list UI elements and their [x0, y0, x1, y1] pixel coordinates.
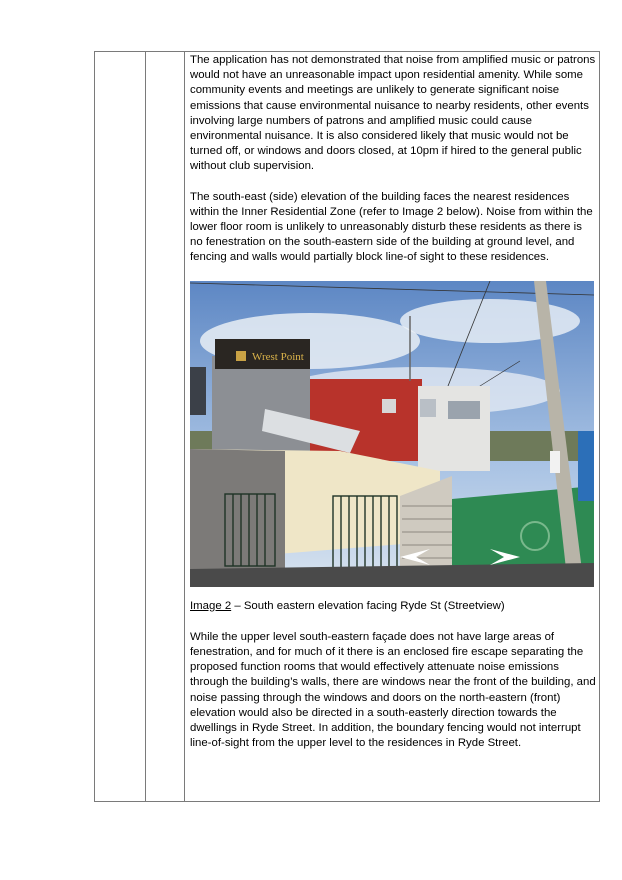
caption-label: Image 2 — [190, 599, 232, 612]
image-caption — [190, 599, 596, 614]
streetview-photo — [190, 281, 594, 587]
content-cell — [190, 53, 596, 766]
sign-text: Wrest Point — [252, 350, 304, 363]
column-divider — [184, 52, 185, 801]
paragraph-noise-impact: The application has not demonstrated that noise from amplified music or patrons would not have an unreasonable impact upon residential amenity. While some community events and meetings are unlikely to generate significant noise emissions that cause environmental nuisance to nearby residents, other events involving large numbers of patrons and amplified music could cause environmental nuisance. It is also considered likely that music would not be turned off, or windows and doors closed, at 10pm if hired to the general public without club supervision. — [190, 54, 596, 173]
column-divider — [145, 52, 146, 801]
caption-text: – South eastern elevation facing Ryde St (Streetview) — [231, 599, 505, 612]
document-table — [94, 51, 600, 802]
paragraph-upper-level: While the upper level south-eastern façade does not have large areas of fenestration, and for much of it there is an enclosed fire escape separating the proposed function rooms that would effectively attenuate noise emissions through the building’s walls, there are windows near the front of the building, and noise passing through the windows and doors on the north-eastern (front) elevation would also be directed in a south-easterly direction towards the dwellings in Ryde Street. In addition, the boundary fencing would not interrupt line-of-sight from the upper level to the residences in Ryde Street. — [190, 630, 596, 750]
paragraph-south-east-elevation: The south-east (side) elevation of the building faces the nearest residences within the Inner Residential Zone (refer to Image 2 below). Noise from within the lower floor room is unlikely to unreasonably disturb these residents as there is no fenestration on the south-eastern side of the building at ground level, and fencing and walls would partially block line-of sight to these residences. — [190, 190, 593, 264]
